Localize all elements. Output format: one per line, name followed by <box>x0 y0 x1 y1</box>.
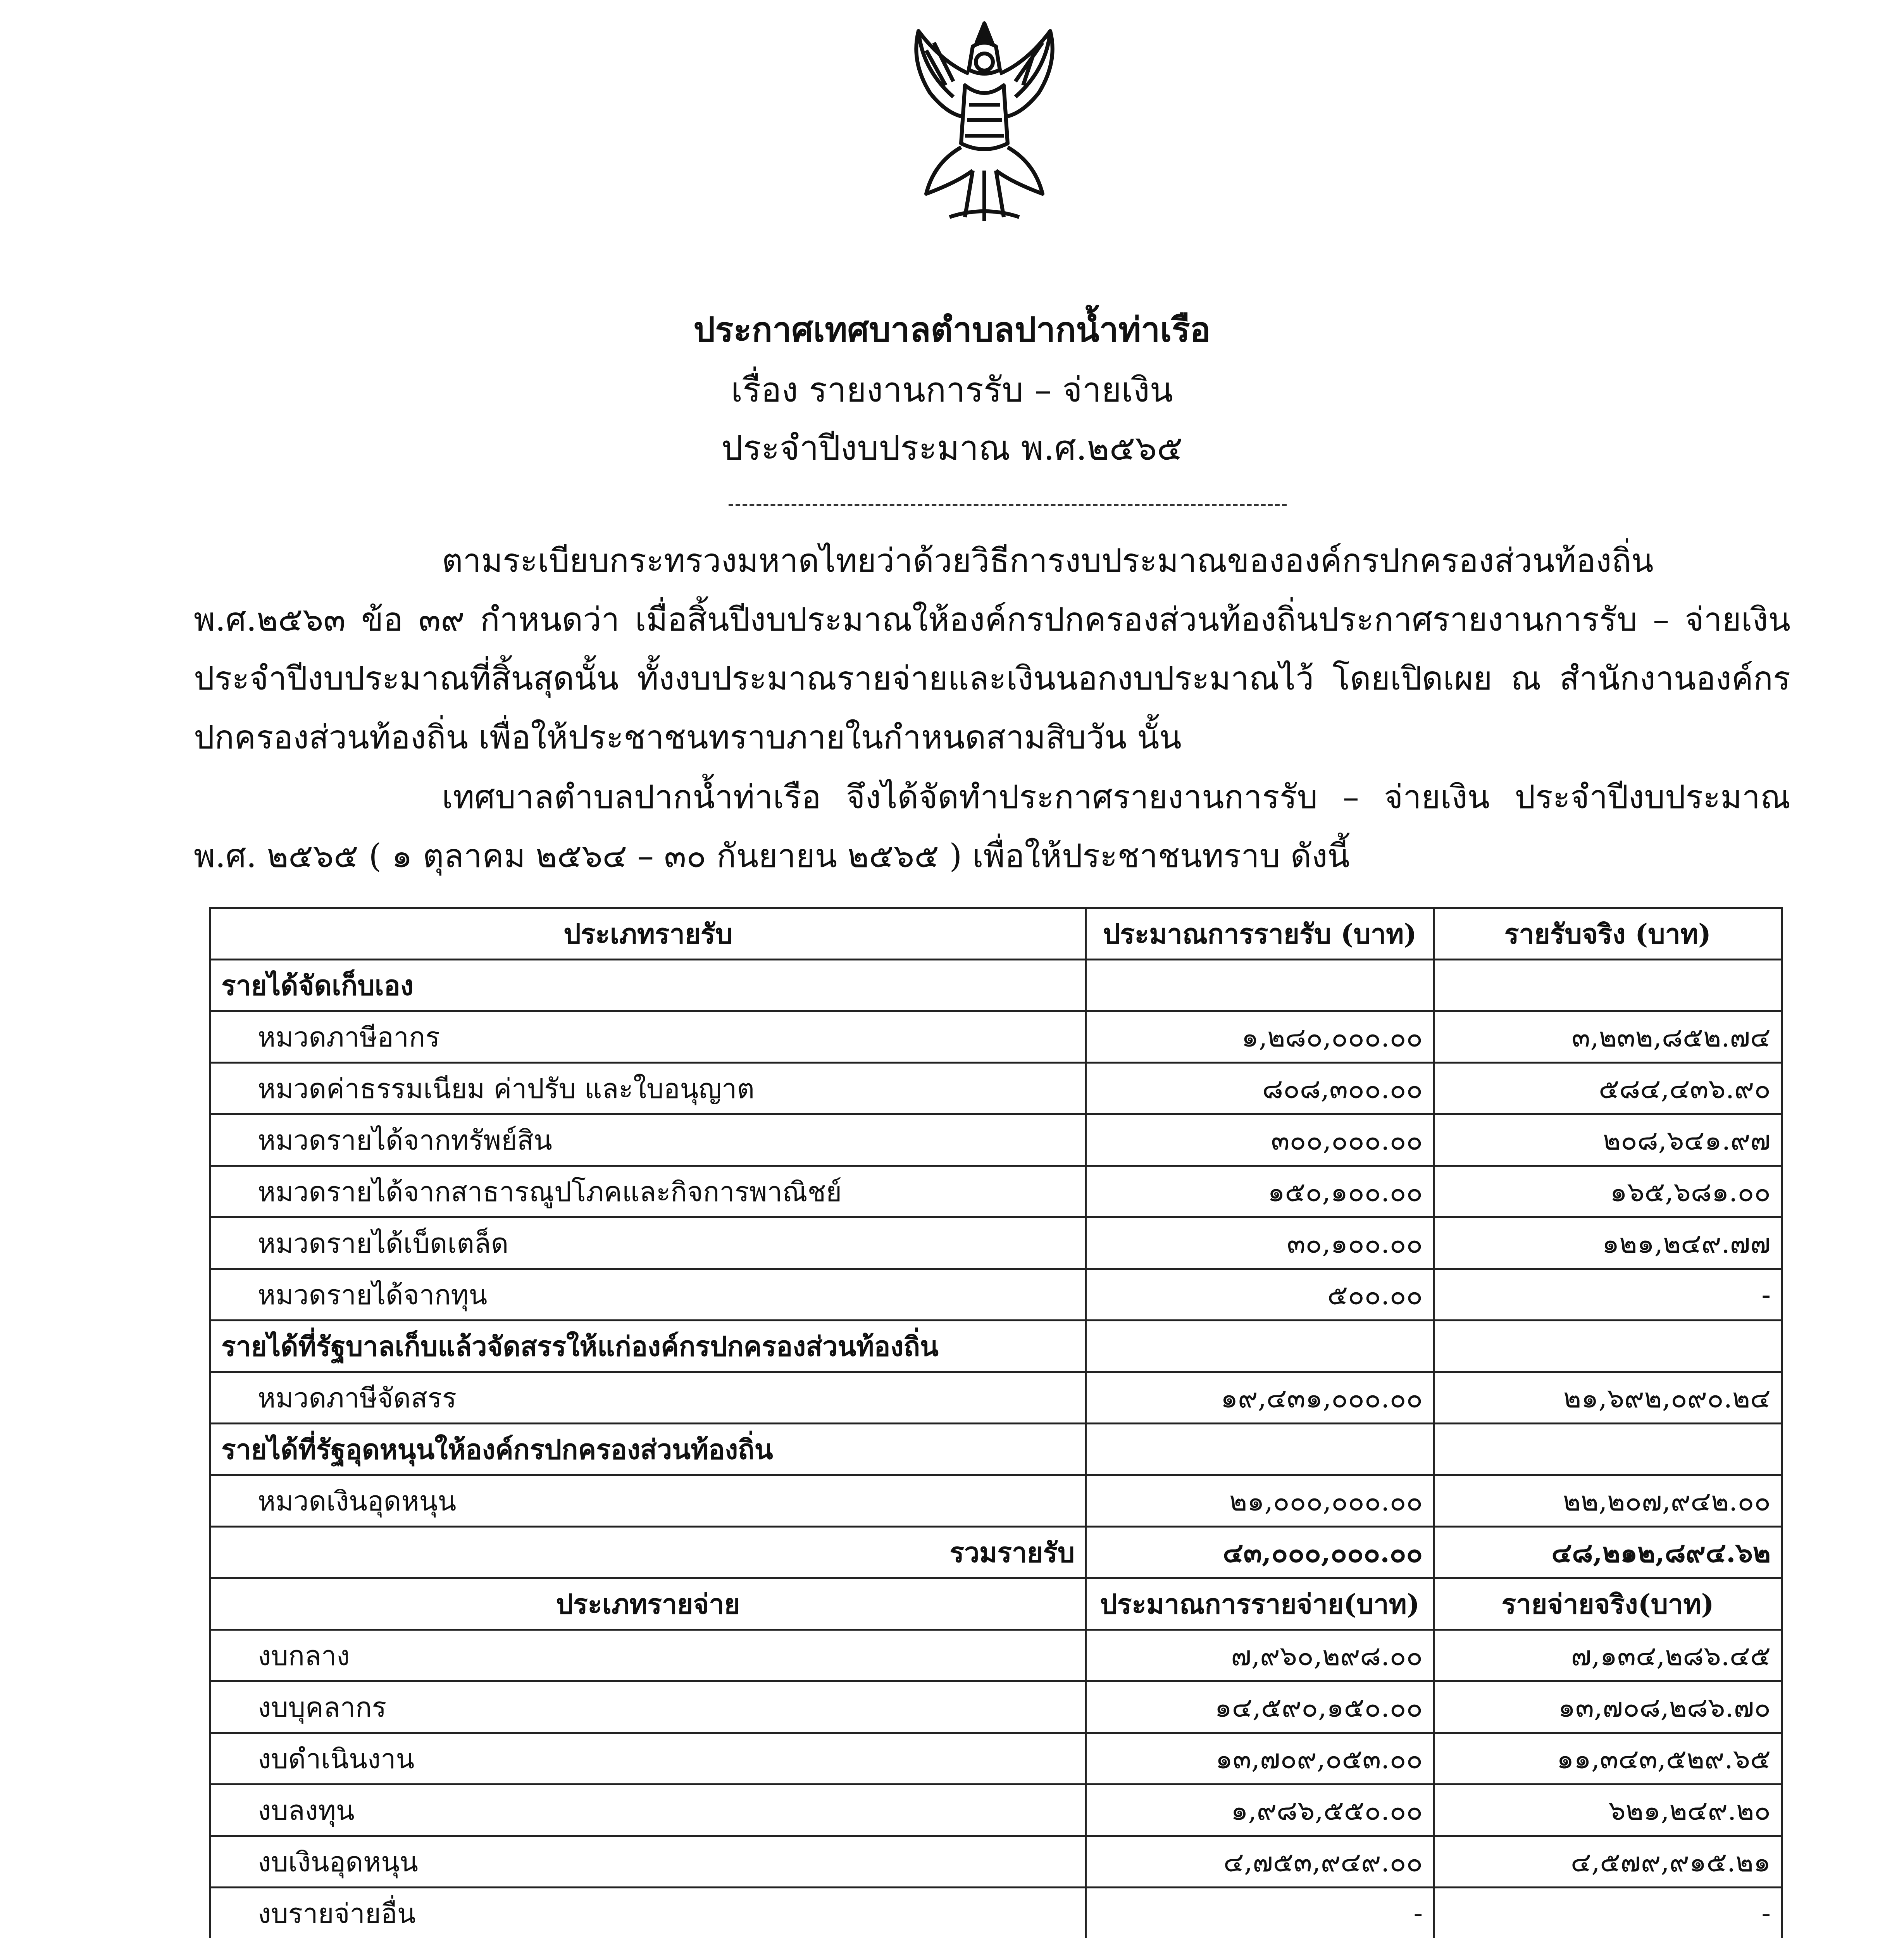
row-label: งบดำเนินงาน <box>210 1733 1086 1785</box>
row-estimate: ๑,๙๘๖,๕๕๐.๐๐ <box>1086 1785 1434 1836</box>
table-row <box>210 1372 1782 1424</box>
revenue-header-type: ประเภทรายรับ <box>210 908 1086 960</box>
row-estimate: - <box>1086 1888 1434 1938</box>
table-row <box>210 1630 1782 1681</box>
garuda-emblem-icon <box>895 16 1073 233</box>
section-row <box>210 960 1782 1011</box>
page-title: ประกาศเทศบาลตำบลปากน้ำท่าเรือ <box>693 309 1211 350</box>
row-actual: ๒๐๘,๖๔๑.๙๗ <box>1434 1114 1782 1166</box>
revenue-header-actual: รายรับจริง (บาท) <box>1434 908 1782 960</box>
table-row <box>210 1733 1782 1785</box>
row-label: หมวดค่าธรรมเนียม ค่าปรับ และใบอนุญาต <box>210 1063 1086 1114</box>
table-row <box>210 1836 1782 1888</box>
row-actual: - <box>1434 1888 1782 1938</box>
table-row <box>210 1269 1782 1321</box>
row-label: หมวดเงินอุดหนุน <box>210 1475 1086 1527</box>
revenue-section-allocated: รายได้ที่รัฐบาลเก็บแล้วจัดสรรให้แก่องค์กรปกครองส่วนท้องถิ่น <box>210 1321 1086 1372</box>
expense-header-actual: รายจ่ายจริง(บาท) <box>1434 1578 1782 1630</box>
row-label: หมวดรายได้จากทรัพย์สิน <box>210 1114 1086 1166</box>
revenue-header-estimate: ประมาณการรายรับ (บาท) <box>1086 908 1434 960</box>
row-actual: ๕๘๔,๔๓๖.๙๐ <box>1434 1063 1782 1114</box>
row-label: หมวดรายได้จากทุน <box>210 1269 1086 1321</box>
row-estimate: ๑๓,๗๐๙,๐๕๓.๐๐ <box>1086 1733 1434 1785</box>
table-row <box>210 1063 1782 1114</box>
row-label: หมวดรายได้จากสาธารณูปโภคและกิจการพาณิชย์ <box>210 1166 1086 1217</box>
expense-header-type: ประเภทรายจ่าย <box>210 1578 1086 1630</box>
section-row <box>210 1424 1782 1475</box>
row-estimate: ๗,๙๖๐,๒๙๘.๐๐ <box>1086 1630 1434 1681</box>
row-actual: ๑๑,๓๔๓,๕๒๙.๖๕ <box>1434 1733 1782 1785</box>
table-row <box>210 1681 1782 1733</box>
expense-header-row <box>210 1578 1782 1630</box>
table-row <box>210 1217 1782 1269</box>
fiscal-year-line: ประจำปีงบประมาณ พ.ศ.๒๕๖๕ <box>721 428 1183 468</box>
row-estimate: ๔,๗๕๓,๙๔๙.๐๐ <box>1086 1836 1434 1888</box>
row-estimate: ๓๐๐,๐๐๐.๐๐ <box>1086 1114 1434 1166</box>
row-label: หมวดภาษีอากร <box>210 1011 1086 1063</box>
row-actual: ๔,๕๗๙,๙๑๕.๒๑ <box>1434 1836 1782 1888</box>
row-estimate: ๑,๒๘๐,๐๐๐.๐๐ <box>1086 1011 1434 1063</box>
row-actual: ๖๒๑,๒๔๙.๒๐ <box>1434 1785 1782 1836</box>
total-actual: ๔๘,๒๑๒,๘๙๔.๖๒ <box>1434 1527 1782 1578</box>
row-actual: ๗,๑๓๔,๒๘๖.๔๕ <box>1434 1630 1782 1681</box>
row-estimate: ๑๔,๕๙๐,๑๕๐.๐๐ <box>1086 1681 1434 1733</box>
row-estimate: ๘๐๘,๓๐๐.๐๐ <box>1086 1063 1434 1114</box>
revenue-section-own: รายได้จัดเก็บเอง <box>210 960 1086 1011</box>
row-estimate: ๕๐๐.๐๐ <box>1086 1269 1434 1321</box>
row-estimate: ๒๑,๐๐๐,๐๐๐.๐๐ <box>1086 1475 1434 1527</box>
row-actual: ๓,๒๓๒,๘๕๒.๗๔ <box>1434 1011 1782 1063</box>
total-label: รวมรายรับ <box>210 1527 1086 1578</box>
table-row <box>210 1114 1782 1166</box>
section-row <box>210 1321 1782 1372</box>
row-estimate: ๑๙,๔๓๑,๐๐๐.๐๐ <box>1086 1372 1434 1424</box>
intro-paragraph: ตามระเบียบกระทรวงมหาดไทยว่าด้วยวิธีการงบประมาณขององค์กรปกครองส่วนท้องถิ่น พ.ศ.๒๕๖๓ ข้อ ๓๙ กำหนดว่า เมื่อสิ้นปีงบประมาณให้องค์กรปกครองส่วนท้องถิ่นประกาศรายงานการรับ – จ่ายเงิน ประจำปีงบประมาณที่สิ้นสุดนั้น ทั้งงบประมาณรายจ่ายและเงินนอกงบประมาณไว้ โดยเปิดเผย ณ สำนักงานองค์กรปกครองส่วนท้องถิ่น เพื่อให้ประชาชนทราบภายในกำหนดสามสิบวัน นั้น <box>194 541 1790 756</box>
row-actual: - <box>1434 1269 1782 1321</box>
total-estimate: ๔๓,๐๐๐,๐๐๐.๐๐ <box>1086 1527 1434 1578</box>
revenue-section-subsidy: รายได้ที่รัฐอุดหนุนให้องค์กรปกครองส่วนท้องถิ่น <box>210 1424 1086 1475</box>
table-row <box>210 1785 1782 1836</box>
row-actual: ๒๑,๖๙๒,๐๙๐.๒๔ <box>1434 1372 1782 1424</box>
row-actual: ๒๒,๒๐๗,๙๔๒.๐๐ <box>1434 1475 1782 1527</box>
row-actual: ๑๓,๗๐๘,๒๘๖.๗๐ <box>1434 1681 1782 1733</box>
row-label: งบกลาง <box>210 1630 1086 1681</box>
table-row <box>210 1011 1782 1063</box>
row-label: หมวดภาษีจัดสรร <box>210 1372 1086 1424</box>
row-label: หมวดรายได้เบ็ดเตล็ด <box>210 1217 1086 1269</box>
expense-header-estimate: ประมาณการรายจ่าย(บาท) <box>1086 1578 1434 1630</box>
statement-paragraph: เทศบาลตำบลปากน้ำท่าเรือ จึงได้จัดทำประกาศรายงานการรับ – จ่ายเงิน ประจำปีงบประมาณ พ.ศ. ๒๕๖๕ ( ๑ ตุลาคม ๒๕๖๔ – ๓๐ กันยายน ๒๕๖๕ ) เพื่อให้ประชาชนทราบ ดังนี้ <box>194 778 1790 875</box>
row-label: งบลงทุน <box>210 1785 1086 1836</box>
row-actual: ๑๖๕,๖๘๑.๐๐ <box>1434 1166 1782 1217</box>
revenue-header-row <box>210 908 1782 960</box>
finance-table <box>209 907 1783 1938</box>
row-estimate: ๑๕๐,๑๐๐.๐๐ <box>1086 1166 1434 1217</box>
row-actual: ๑๒๑,๒๔๙.๗๗ <box>1434 1217 1782 1269</box>
revenue-total-row <box>210 1527 1782 1578</box>
row-estimate: ๓๐,๑๐๐.๐๐ <box>1086 1217 1434 1269</box>
subject-line: เรื่อง รายงานการรับ – จ่ายเงิน <box>731 370 1173 410</box>
table-row <box>210 1888 1782 1938</box>
table-row <box>210 1166 1782 1217</box>
table-row <box>210 1475 1782 1527</box>
header-divider <box>729 504 1287 506</box>
row-label: งบเงินอุดหนุน <box>210 1836 1086 1888</box>
row-label: งบบุคลากร <box>210 1681 1086 1733</box>
row-label: งบรายจ่ายอื่น <box>210 1888 1086 1938</box>
